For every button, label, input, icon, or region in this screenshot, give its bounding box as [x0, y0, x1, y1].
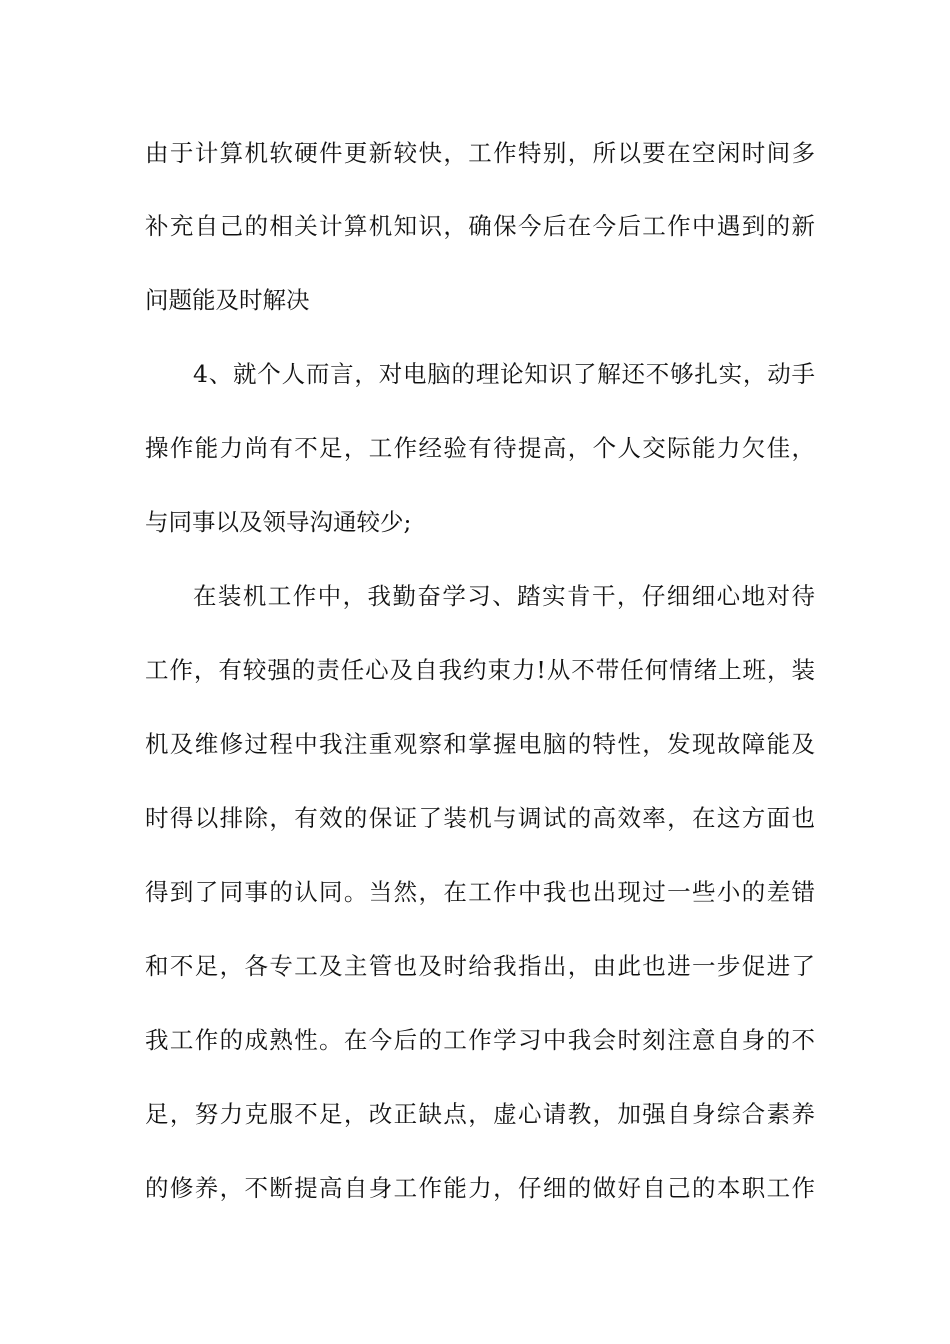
paragraph-line: 与同事以及领导沟通较少; — [145, 508, 412, 536]
paragraph-line: 和不足，各专工及主管也及时给我指出，由此也进一步促进了 — [145, 952, 815, 980]
paragraph-line: 问题能及时解决 — [145, 286, 310, 314]
paragraph-line: 补充自己的相关计算机知识，确保今后在今后工作中遇到的新 — [145, 212, 815, 240]
paragraph-line: 在装机工作中，我勤奋学习、踏实肯干，仔细细心地对待 — [193, 582, 815, 610]
paragraph-line: 时得以排除，有效的保证了装机与调试的高效率，在这方面也 — [145, 804, 815, 832]
paragraph-line: 得到了同事的认同。当然，在工作中我也出现过一些小的差错 — [145, 878, 815, 906]
paragraph-line: 工作，有较强的责任心及自我约束力!从不带任何情绪上班，装 — [145, 656, 815, 684]
paragraph-line: 操作能力尚有不足，工作经验有待提高，个人交际能力欠佳， — [145, 434, 815, 462]
paragraph-line: 足，努力克服不足，改正缺点，虚心请教，加强自身综合素养 — [145, 1100, 815, 1128]
paragraph-line: 机及维修过程中我注重观察和掌握电脑的特性，发现故障能及 — [145, 730, 815, 758]
paragraph-line: 的修养，不断提高自身工作能力，仔细的做好自己的本职工作 — [145, 1174, 815, 1202]
paragraph-line: 4、就个人而言，对电脑的理论知识了解还不够扎实，动手 — [193, 360, 815, 388]
paragraph-line: 由于计算机软硬件更新较快，工作特别，所以要在空闲时间多 — [145, 139, 815, 167]
paragraph-line: 我工作的成熟性。在今后的工作学习中我会时刻注意自身的不 — [145, 1026, 815, 1054]
